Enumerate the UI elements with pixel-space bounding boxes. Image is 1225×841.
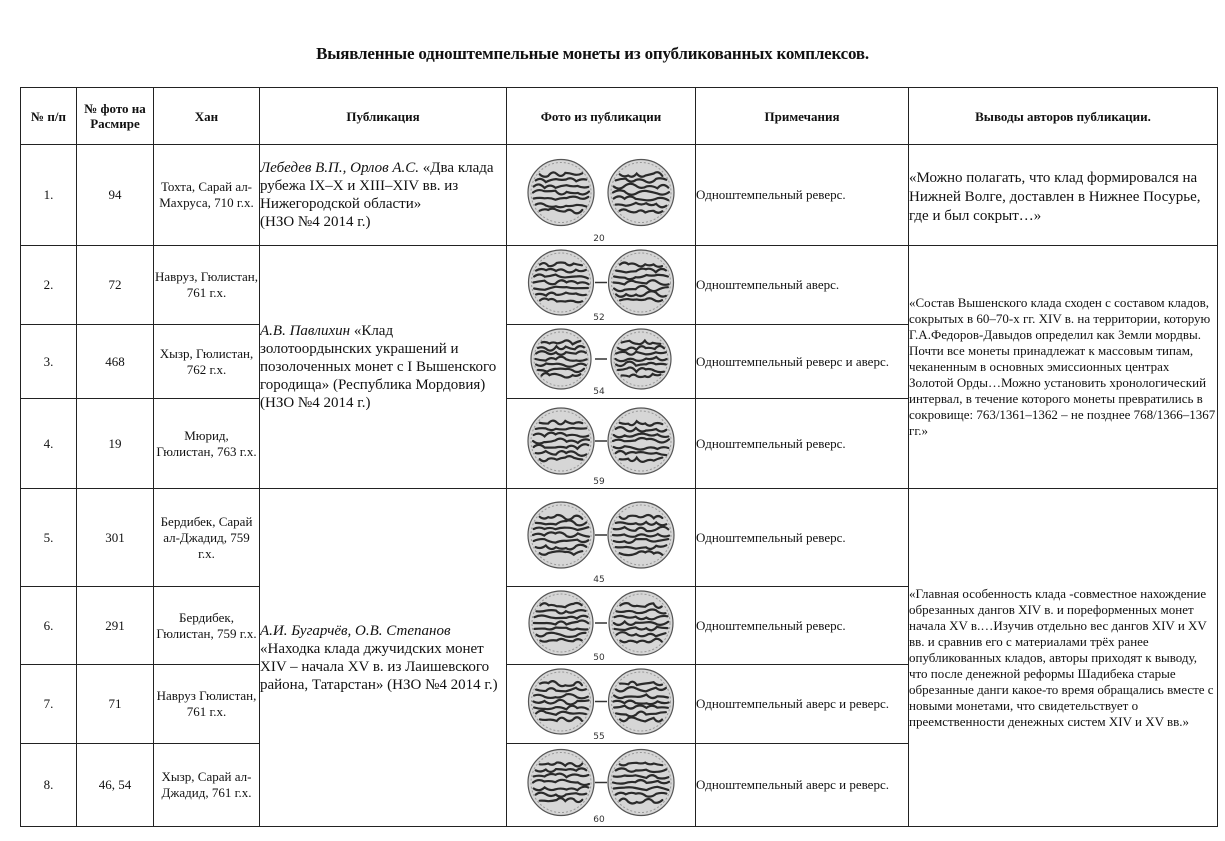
photo-number: 468 <box>77 325 154 399</box>
coin-label: 60 <box>593 814 605 824</box>
coin-reverse <box>611 329 671 389</box>
header-conclusions: Выводы авторов публикации. <box>909 88 1218 145</box>
row-number: 5. <box>21 489 77 587</box>
row-number: 1. <box>21 145 77 246</box>
coin-photo <box>507 744 696 827</box>
coin-photo <box>507 587 696 665</box>
coin-label: 54 <box>593 386 605 396</box>
conclusion-cell: «Состав Вышенского клада сходен с составом кладов, сокрытых в 60–70-х гг. XIV в. на территории, которую Г.А.Федоров-Давыдов определил как Земли мордвы. Почти все монеты принадлежат к массовым типам, чеканенным в основных эмиссионных центрах Золотой Орды…Можно установить хронологический интервал, в течение которого монеты превратились в сокровище: 763/1361–1362 – не позднее 768/1366–1367 гг.» <box>909 246 1218 489</box>
row-number: 3. <box>21 325 77 399</box>
note-cell: Одноштемпельный аверс и реверс. <box>696 665 909 744</box>
publication-authors: А.В. Павлихин <box>260 323 351 339</box>
header-num: № п/п <box>21 88 77 145</box>
photo-number: 94 <box>77 145 154 246</box>
note-cell: Одноштемпельный реверс. <box>696 399 909 489</box>
khan-cell: Навруз, Гюлистан, 761 г.х. <box>154 246 260 325</box>
publication-source: (НЗО №4 2014 г.) <box>260 395 371 411</box>
khan-cell: Навруз Гюлистан, 761 г.х. <box>154 665 260 744</box>
coin-photo <box>507 399 696 489</box>
photo-number: 72 <box>77 246 154 325</box>
khan-cell: Мюрид, Гюлистан, 763 г.х. <box>154 399 260 489</box>
coin-obverse <box>528 159 594 225</box>
row-number: 7. <box>21 665 77 744</box>
coin-pair <box>511 148 691 243</box>
khan-cell: Бердибек, Гюлистан, 759 г.х. <box>154 587 260 665</box>
coins-table <box>20 87 1218 827</box>
publication-source: (НЗО №4 2014 г.) <box>383 676 498 693</box>
header-publication: Публикация <box>260 88 507 145</box>
coin-obverse <box>528 749 594 815</box>
coin-pair <box>511 492 691 584</box>
coin-label: 45 <box>593 574 605 584</box>
khan-cell: Хызр, Гюлистан, 762 г.х. <box>154 325 260 399</box>
coin-pair <box>511 668 691 741</box>
photo-number: 71 <box>77 665 154 744</box>
coin-pair <box>511 747 691 824</box>
coin-photo <box>507 246 696 325</box>
publication-cell <box>260 246 507 489</box>
header-row <box>21 88 1218 145</box>
row-number: 2. <box>21 246 77 325</box>
table-row <box>21 489 1218 587</box>
note-cell: Одноштемпельный реверс и аверс. <box>696 325 909 399</box>
header-photo: № фото на Расмире <box>77 88 154 145</box>
photo-number: 19 <box>77 399 154 489</box>
conclusion-cell: «Главная особенность клада -совместное нахождение обрезанных дангов XIV в. и пореформенных монет начала XV в.…Изучив отдельно вес дангов XIV и XV вв. и сравнив его с материалами трёх ранее опубликованных кладов, авторы приходят к выводу, что после денежной реформы Шадибека старые обрезанные данги какое-то время обращались вместе с новыми монетами, что свидетельствует о преемственности денежных систем XIV и XV вв.» <box>909 489 1218 827</box>
khan-cell: Тохта, Сарай ал-Махруса, 710 г.х. <box>154 145 260 246</box>
header-notes: Примечания <box>696 88 909 145</box>
header-khan: Хан <box>154 88 260 145</box>
coin-photo <box>507 325 696 399</box>
coin-obverse <box>529 250 594 315</box>
publication-cell <box>260 489 507 827</box>
table-row <box>21 145 1218 246</box>
table-row <box>21 246 1218 325</box>
coin-pair <box>511 590 691 662</box>
row-number: 4. <box>21 399 77 489</box>
photo-number: 291 <box>77 587 154 665</box>
coin-obverse <box>528 408 594 474</box>
header-photo-publication: Фото из публикации <box>507 88 696 145</box>
page-title: Выявленные одноштемпельные монеты из опубликованных комплексов. <box>316 44 869 63</box>
publication-text: «Два клада рубежа IX–X и XIII–XIV вв. из Нижегородской области» <box>260 160 494 212</box>
note-cell: Одноштемпельный реверс. <box>696 489 909 587</box>
publication-authors: А.И. Бугарчёв, О.В. Степанов <box>260 622 451 639</box>
coin-label: 50 <box>593 652 605 662</box>
note-cell: Одноштемпельный аверс и реверс. <box>696 744 909 827</box>
coin-reverse <box>608 408 674 474</box>
coin-obverse <box>529 591 593 655</box>
note-cell: Одноштемпельный аверс. <box>696 246 909 325</box>
coin-photo <box>507 145 696 246</box>
coin-reverse <box>608 502 674 568</box>
khan-cell: Бердибек, Сарай ал-Джадид, 759 г.х. <box>154 489 260 587</box>
note-cell: Одноштемпельный реверс. <box>696 587 909 665</box>
row-number: 8. <box>21 744 77 827</box>
note-cell: Одноштемпельный реверс. <box>696 145 909 246</box>
coin-reverse <box>609 250 674 315</box>
coin-photo <box>507 489 696 587</box>
coin-reverse <box>609 669 674 734</box>
coin-pair <box>511 328 691 396</box>
khan-cell: Хызр, Сарай ал-Джадид, 761 г.х. <box>154 744 260 827</box>
coin-reverse <box>608 749 674 815</box>
coin-photo <box>507 665 696 744</box>
photo-number: 46, 54 <box>77 744 154 827</box>
publication-text: «Находка клада джучидских монет XIV – начала XV в. из Лаишевского района, Татарстан» <box>260 640 490 693</box>
coin-label: 20 <box>593 233 605 243</box>
coin-label: 52 <box>593 312 605 322</box>
coin-label: 55 <box>593 731 605 741</box>
row-number: 6. <box>21 587 77 665</box>
photo-number: 301 <box>77 489 154 587</box>
coin-obverse <box>531 329 591 389</box>
coin-label: 59 <box>593 476 605 486</box>
publication-text: «Клад золотоордынских украшений и позолоченных монет с I Вышенского городища» (Республика Мордовия) <box>260 323 497 393</box>
publication-source: (НЗО №4 2014 г.) <box>260 214 371 230</box>
coin-pair <box>511 249 691 322</box>
conclusion-cell: «Можно полагать, что клад формировался на Нижней Волге, доставлен в Нижнее Посурье, где и был сокрыт…» <box>909 145 1218 246</box>
coin-reverse <box>609 591 673 655</box>
coin-reverse <box>608 159 674 225</box>
coin-obverse <box>528 502 594 568</box>
publication-authors: Лебедев В.П., Орлов А.С. <box>260 160 420 176</box>
coin-pair <box>511 402 691 486</box>
coin-obverse <box>529 669 594 734</box>
publication-cell <box>260 145 507 246</box>
